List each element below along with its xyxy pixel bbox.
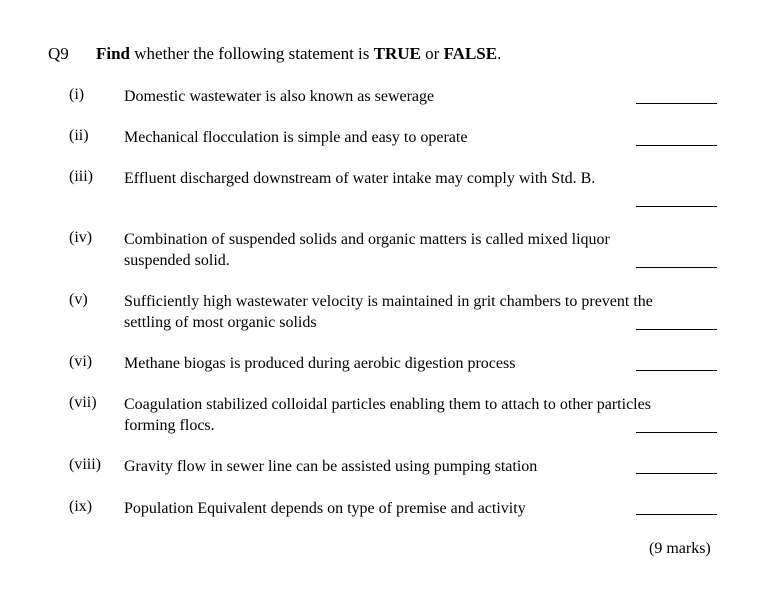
statement-line: Effluent discharged downstream of water intake may comply with Std. B. <box>124 170 596 187</box>
answer-blank[interactable] <box>636 103 717 104</box>
answer-blank[interactable] <box>636 329 717 330</box>
item-number: (ii) <box>69 127 89 144</box>
answer-blank[interactable] <box>636 473 717 474</box>
answer-blank[interactable] <box>636 267 717 268</box>
instruction-or: or <box>420 44 444 63</box>
answer-blank[interactable] <box>636 370 717 371</box>
item-number: (viii) <box>69 456 101 473</box>
statement-line: Mechanical flocculation is simple and easy to operate <box>124 129 468 146</box>
statement-text <box>124 86 724 107</box>
answer-blank[interactable] <box>636 432 717 433</box>
statement-line: suspended solid. <box>124 252 230 269</box>
statement-line: Gravity flow in sewer line can be assisted using pumping station <box>124 458 538 475</box>
item-number: (vi) <box>69 353 93 370</box>
item-number: (vii) <box>69 394 97 411</box>
answer-blank[interactable] <box>636 206 717 207</box>
statement-line: Population Equivalent depends on type of premise and activity <box>124 500 526 517</box>
item-number: (i) <box>69 86 85 103</box>
statement-line: Combination of suspended solids and organic matters is called mixed liquor <box>124 231 610 248</box>
statement-text <box>124 127 724 148</box>
statement-line: Sufficiently high wastewater velocity is maintained in grit chambers to prevent the <box>124 293 653 310</box>
statement-text <box>124 353 724 374</box>
total-marks: (9 marks) <box>649 540 711 557</box>
statement-text <box>124 168 724 189</box>
statement-line: forming flocs. <box>124 417 215 434</box>
instruction-false: FALSE <box>443 44 498 63</box>
item-number: (iii) <box>69 168 93 185</box>
statement-text <box>124 498 724 519</box>
instruction-end: . <box>497 44 502 63</box>
answer-blank[interactable] <box>636 145 717 146</box>
item-number: (iv) <box>69 229 93 246</box>
question-number: Q9 <box>48 44 69 63</box>
statement-line: settling of most organic solids <box>124 314 317 331</box>
statement-line: Coagulation stabilized colloidal particles enabling them to attach to other particles <box>124 396 651 413</box>
statement-line: Domestic wastewater is also known as sewerage <box>124 88 435 105</box>
statement-line: Methane biogas is produced during aerobic digestion process <box>124 355 516 372</box>
answer-blank[interactable] <box>636 514 717 515</box>
instruction-find: Find <box>96 44 131 63</box>
statement-text <box>124 229 724 271</box>
statement-text <box>124 291 724 333</box>
instruction-text-1: whether the following statement is <box>130 44 374 63</box>
item-number: (ix) <box>69 498 93 515</box>
item-number: (v) <box>69 291 88 308</box>
statement-text <box>124 394 724 436</box>
instruction-true: TRUE <box>373 44 421 63</box>
statement-text <box>124 456 724 477</box>
question-instruction <box>96 44 501 64</box>
